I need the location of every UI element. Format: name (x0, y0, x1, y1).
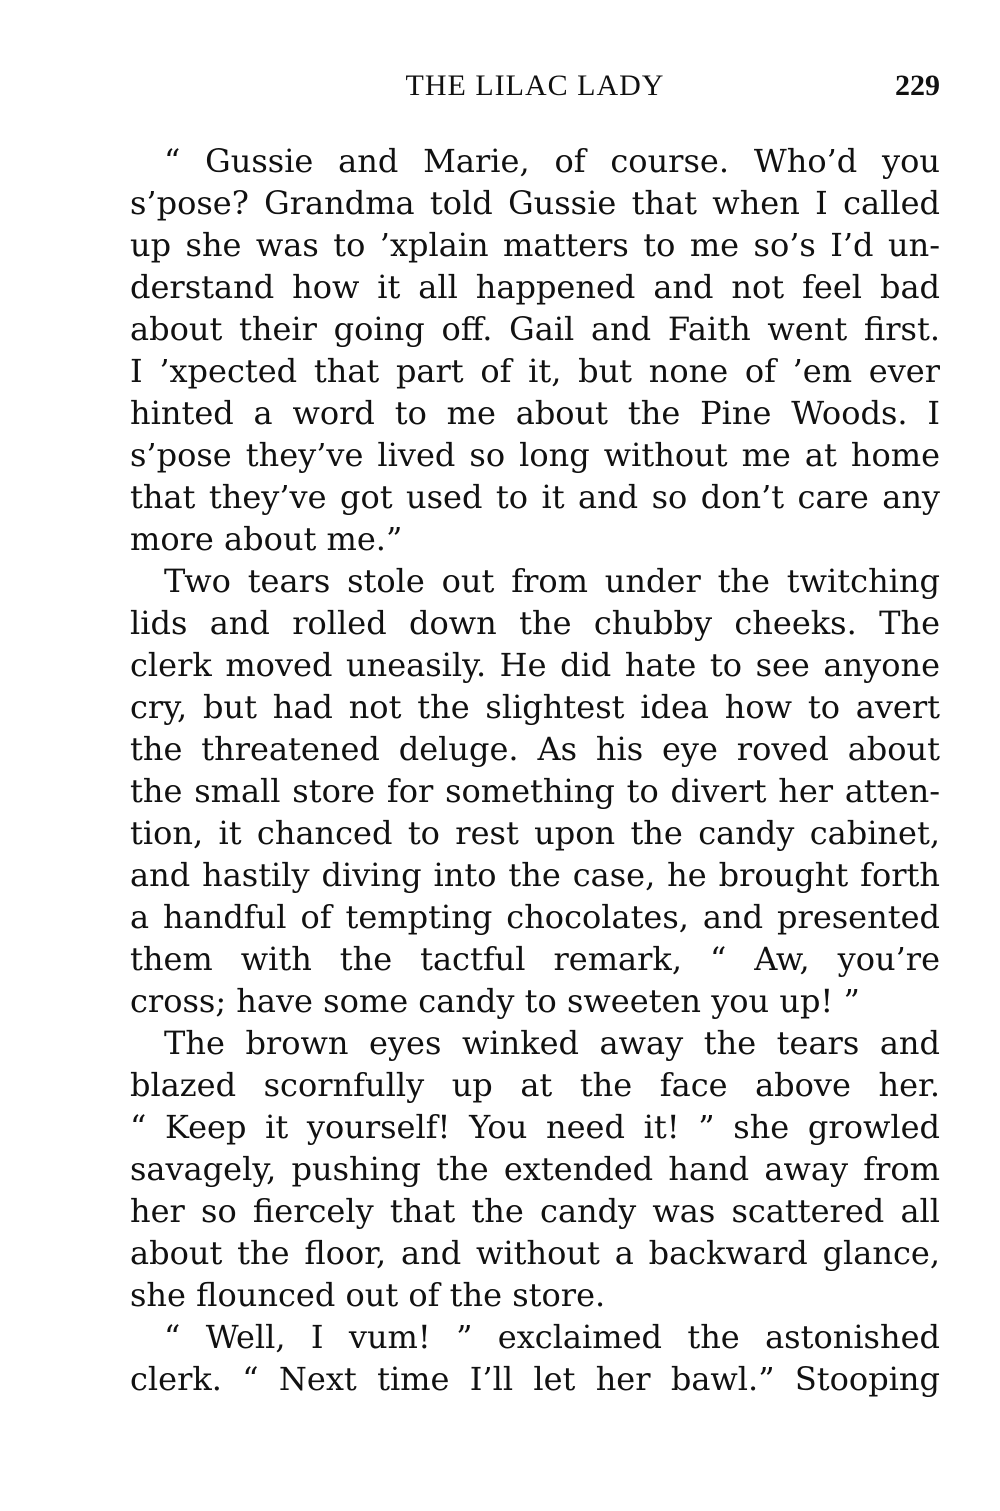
text-line: s’pose? Grandma told Gussie that when I called (130, 184, 940, 222)
text-line: “ Keep it yourself! You need it! ” she growled (130, 1108, 940, 1146)
text-line: “ Well, I vum! ” exclaimed the astonished (164, 1318, 940, 1356)
text-line: clerk moved uneasily. He did hate to see anyone (130, 646, 940, 684)
text-line: savagely, pushing the extended hand away from (130, 1150, 940, 1188)
text-line: s’pose they’ve lived so long without me at home (130, 436, 940, 474)
text-line: the threatened deluge. As his eye roved about (130, 730, 940, 768)
text-line: The brown eyes winked away the tears and (164, 1024, 940, 1062)
page-header (130, 64, 940, 108)
text-line: a handful of tempting chocolates, and presented (130, 898, 940, 936)
text-line: blazed scornfully up at the face above her. (130, 1066, 940, 1104)
text-line: the small store for something to divert her atten- (130, 772, 940, 810)
text-line: about their going off. Gail and Faith went first. (130, 310, 940, 348)
text-line: hinted a word to me about the Pine Woods. I (130, 394, 940, 432)
text-line: she flounced out of the store. (130, 1276, 606, 1314)
text-line: Two tears stole out from under the twitching (164, 562, 940, 600)
text-line: that they’ve got used to it and so don’t care any (130, 478, 940, 516)
text-line: up she was to ’xplain matters to me so’s I’d un- (130, 226, 940, 264)
text-line: and hastily diving into the case, he brought forth (130, 856, 940, 894)
text-line: her so fiercely that the candy was scattered all (130, 1192, 940, 1230)
text-line: more about me.” (130, 520, 403, 558)
text-line: cry, but had not the slightest idea how to avert (130, 688, 940, 726)
text-line: I ’xpected that part of it, but none of ’em ever (130, 352, 940, 390)
text-line: lids and rolled down the chubby cheeks. The (130, 604, 940, 642)
text-line: them with the tactful remark, “ Aw, you’re (130, 940, 940, 978)
text-line: tion, it chanced to rest upon the candy cabinet, (130, 814, 940, 852)
text-line: clerk. “ Next time I’ll let her bawl.” Stooping (130, 1360, 940, 1398)
text-line: “ Gussie and Marie, of course. Who’d you (164, 142, 940, 180)
text-line: derstand how it all happened and not feel bad (130, 268, 940, 306)
text-line: about the floor, and without a backward glance, (130, 1234, 940, 1272)
text-line: cross; have some candy to sweeten you up! ” (130, 982, 860, 1020)
page-number: 229 (895, 69, 940, 102)
running-title: THE LILAC LADY (405, 69, 665, 102)
body-text (130, 140, 940, 1400)
